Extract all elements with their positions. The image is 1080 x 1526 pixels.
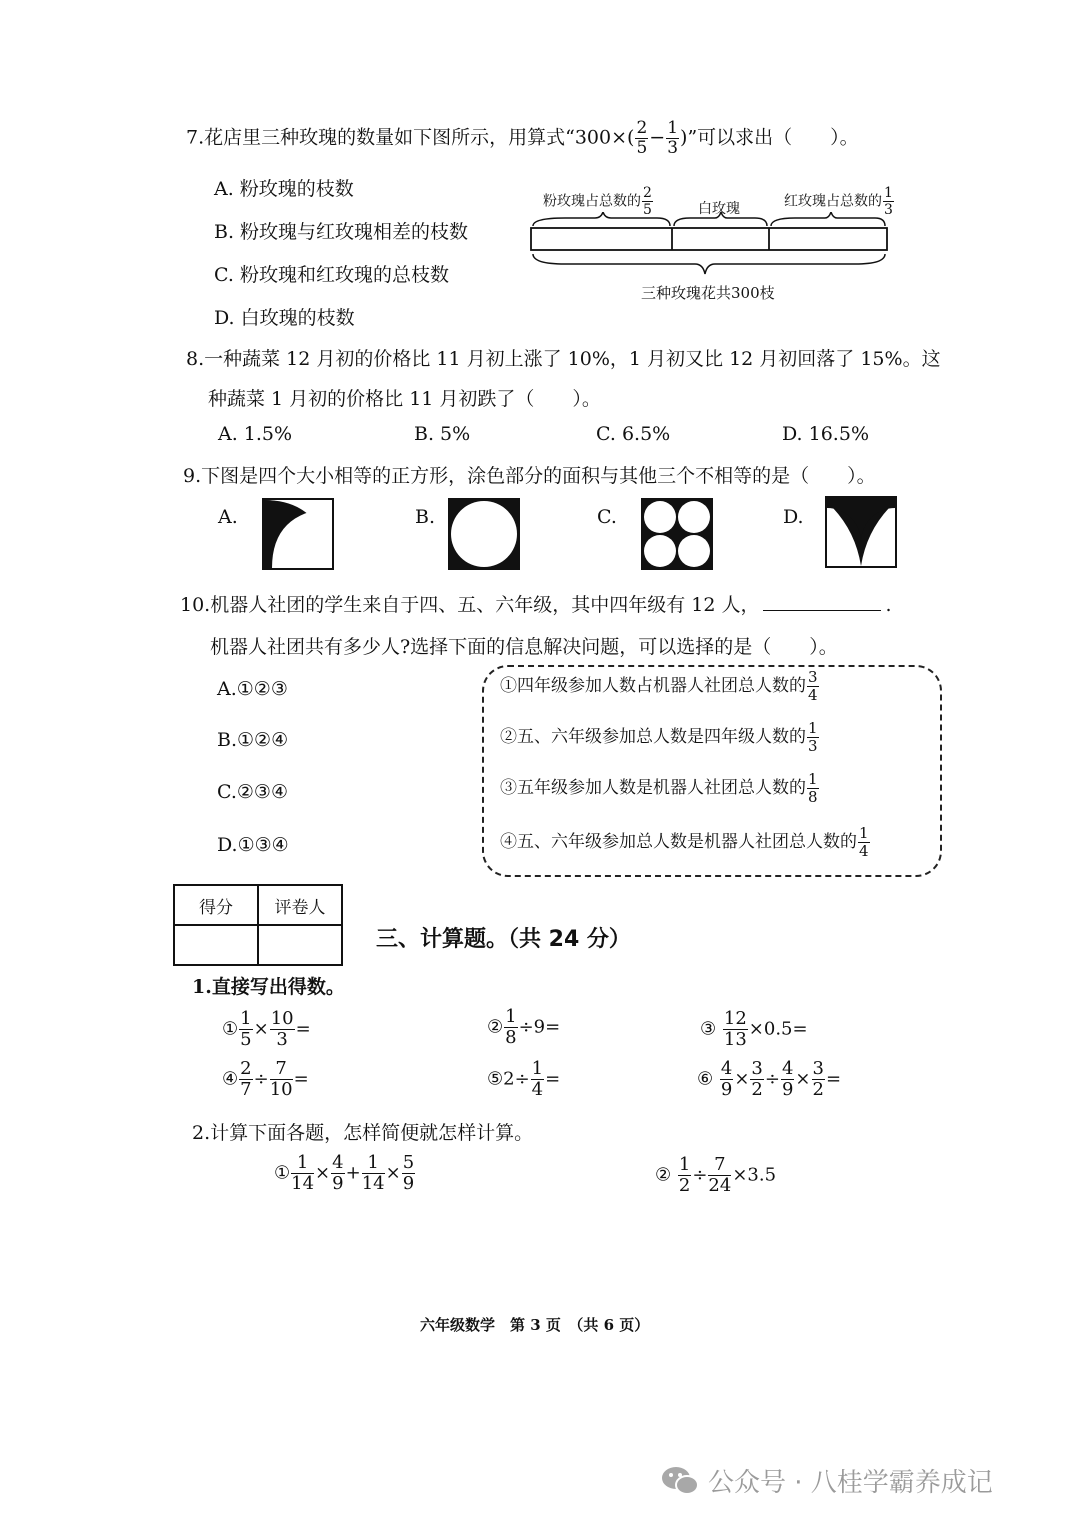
q10-stem-line1: 10.机器人社团的学生来自于四、五、六年级，其中四年级有 12 人， . [180,594,892,616]
score-cell[interactable] [174,925,258,965]
q8-option-c[interactable]: C. 6.5% [596,423,671,445]
q7-stem: 7.花店里三种玫瑰的数量如下图所示，用算式“300×( $\frac{2}{5}$ − $\frac{1}{3}$ )”可以求出（ ）。 [186,118,859,158]
grader-cell[interactable] [258,925,342,965]
q7-option-b[interactable]: B. 粉玫瑰与红玫瑰相差的枝数 [214,221,469,243]
grader-header: 评卷人 [258,885,342,925]
q10-info-2: ②五、六年级参加总人数是四年级人数的 $\frac{1}{3}$ [500,719,818,755]
q8-option-a[interactable]: A. 1.5% [218,423,293,445]
calc2-problem-1: ① $\frac{1}{14}$ × $\frac{4}{9}$ + $\frac{1}{14}$ × $\frac{5}{9}$ [274,1152,415,1194]
q9-label-c[interactable]: C. [597,506,617,528]
square-c-four-circles [641,498,713,570]
q7-option-d[interactable]: D. 白玫瑰的枝数 [214,307,355,329]
calc1-problem-4: ④ $\frac{2}{7}$ ÷ $\frac{7}{10}$ = [222,1058,309,1100]
q10-stem-line2: 机器人社团共有多少人?选择下面的信息解决问题，可以选择的是（ ）。 [210,636,838,658]
q8-stem-line1: 8.一种蔬菜 12 月初的价格比 11 月初上涨了 10%，1 月初又比 12 月初回落了 15%。这 [186,348,941,370]
rose-segment-diagram [525,212,895,278]
q8-stem-line2: 种蔬菜 1 月初的价格比 11 月初跌了（ ）。 [208,388,601,410]
page-footer: 六年级数学 第 3 页 （共 6 页） [420,1316,650,1334]
q10-blank[interactable] [763,594,881,611]
q10-option-d[interactable]: D.①③④ [217,834,289,856]
calc1-problem-2: ② $\frac{1}{8}$ ÷9= [487,1006,561,1048]
section-3-title: 三、计算题。（共 24 分） [376,927,631,952]
square-a-quarter-circle [262,498,334,570]
q7-option-c[interactable]: C. 粉玫瑰和红玫瑰的总枝数 [214,264,449,286]
q10-option-b[interactable]: B.①②④ [217,729,289,751]
q7-option-a[interactable]: A. 粉玫瑰的枝数 [214,178,354,200]
q9-label-a[interactable]: A. [218,506,238,528]
q9-label-b[interactable]: B. [415,506,436,528]
q8-option-b[interactable]: B. 5% [414,423,471,445]
red-rose-label: 红玫瑰占总数的 $\frac{1}{3}$ [784,185,893,218]
q9-label-d[interactable]: D. [783,506,804,528]
calc2-problem-2: ② $\frac{1}{2}$ ÷ $\frac{7}{24}$ ×3.5 [655,1154,777,1196]
calc1-problem-3: ③ $\frac{12}{13}$ ×0.5= [700,1008,808,1050]
q9-stem: 9.下图是四个大小相等的正方形，涂色部分的面积与其他三个不相等的是（ ）。 [183,465,876,487]
square-d-arc-shape [825,496,897,568]
rose-total-label: 三种玫瑰花共300枝 [641,284,775,302]
calc2-heading: 2.计算下面各题，怎样简便就怎样计算。 [192,1122,534,1144]
q10-option-a[interactable]: A.①②③ [217,678,288,700]
watermark: 公众号 · 八桂学霸养成记 [660,1462,993,1499]
q10-info-4: ④五、六年级参加总人数是机器人社团总人数的 $\frac{1}{4}$ [500,824,869,860]
calc1-heading: 1.直接写出得数。 [192,976,345,998]
q10-info-3: ③五年级参加人数是机器人社团总人数的 $\frac{1}{8}$ [500,770,818,806]
calc1-problem-5: ⑤2÷ $\frac{1}{4}$ = [487,1058,561,1100]
calc1-problem-1: ① $\frac{1}{5}$ × $\frac{10}{3}$ = [222,1008,311,1050]
white-rose-label: 白玫瑰 [698,201,740,217]
wechat-icon [660,1464,700,1498]
score-header: 得分 [174,885,258,925]
q8-option-d[interactable]: D. 16.5% [782,423,869,445]
q10-info-1: ①四年级参加人数占机器人社团总人数的 $\frac{3}{4}$ [500,668,818,704]
calc1-problem-6: ⑥ $\frac{4}{9}$ × $\frac{3}{2}$ ÷ $\frac{4}{9}$ × $\frac{3}{2}$ = [697,1058,842,1100]
square-b-circle [448,498,520,570]
score-table [173,884,343,966]
pink-rose-label: 粉玫瑰占总数的 $\frac{2}{5}$ [543,185,652,218]
q10-option-c[interactable]: C.②③④ [217,781,288,803]
